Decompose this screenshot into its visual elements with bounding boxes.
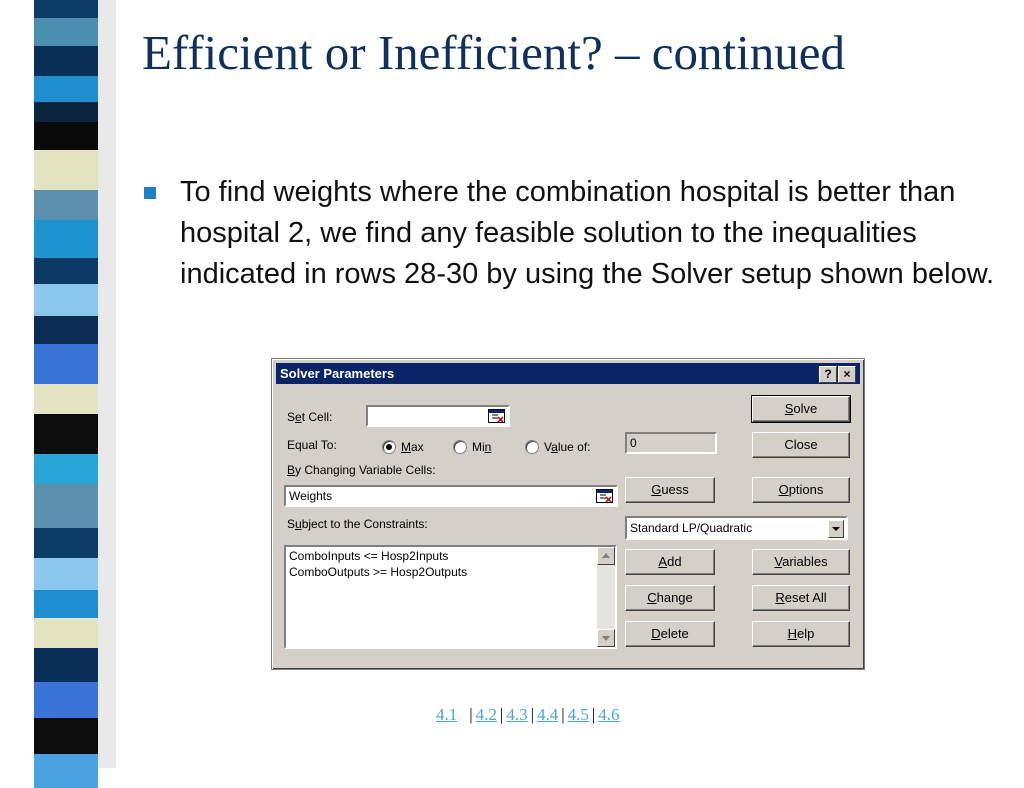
value-of-field[interactable]: [625, 432, 717, 454]
decorative-stripe: [34, 718, 98, 754]
decorative-stripe: [34, 618, 98, 648]
bullet-square-icon: [144, 187, 156, 199]
nav-link-4-5[interactable]: 4.5: [567, 705, 589, 724]
decorative-stripe: [34, 528, 98, 558]
decorative-stripe: [34, 220, 98, 258]
value-of-radio[interactable]: [525, 440, 539, 454]
decorative-stripe: [34, 284, 98, 316]
max-radio[interactable]: [382, 440, 396, 454]
decorative-stripe: [34, 190, 98, 220]
decorative-stripe: [34, 454, 98, 484]
guess-button[interactable]: Guess: [625, 477, 715, 503]
dialog-title: Solver Parameters: [280, 366, 395, 381]
reset-all-button[interactable]: Reset All: [752, 585, 850, 611]
scroll-down-icon[interactable]: [597, 629, 615, 647]
dialog-titlebar: [276, 363, 860, 384]
decorative-stripe: [34, 122, 98, 150]
help-question-icon[interactable]: ?: [819, 366, 837, 383]
decorative-stripe: [34, 344, 98, 384]
value-of-radio-label: Value of:: [544, 440, 591, 454]
nav-separator: |: [469, 705, 473, 724]
constraints-label: Subject to the Constraints:: [287, 517, 428, 531]
constraint-item[interactable]: ComboOutputs >= Hosp2Outputs: [289, 565, 468, 579]
max-radio-label: Max: [401, 440, 424, 454]
decorative-stripe-bar: [34, 0, 98, 768]
decorative-stripe: [34, 384, 98, 414]
decorative-stripe: [34, 258, 98, 284]
value-of-value: 0: [630, 436, 637, 450]
decorative-stripe: [34, 414, 98, 454]
decorative-stripe: [34, 558, 98, 590]
solving-method-value: Standard LP/Quadratic: [630, 521, 753, 535]
decorative-stripe: [34, 18, 98, 46]
decorative-stripe: [34, 648, 98, 682]
slide-title: Efficient or Inefficient? – continued: [142, 25, 845, 80]
equal-to-label: Equal To:: [287, 438, 337, 452]
solve-button[interactable]: Solve: [752, 396, 850, 422]
solving-method-dropdown[interactable]: [625, 516, 848, 540]
variables-button[interactable]: Variables: [752, 549, 850, 575]
set-cell-label: Set Cell:: [287, 410, 333, 424]
min-radio-label: Min: [472, 440, 492, 454]
decorative-stripe: [34, 682, 98, 718]
decorative-stripe: [34, 46, 98, 76]
options-button[interactable]: Options: [752, 477, 850, 503]
close-button[interactable]: Close: [752, 432, 850, 458]
stripe-bar-shadow: [98, 0, 116, 768]
changing-cells-value: Weights: [289, 489, 333, 503]
nav-link-4-3[interactable]: 4.3: [506, 705, 528, 724]
cell-reference-icon[interactable]: [488, 409, 505, 423]
help-button[interactable]: Help: [752, 621, 850, 647]
changing-cells-field[interactable]: [284, 485, 618, 507]
nav-link-4-1[interactable]: 4.1: [436, 705, 458, 724]
set-cell-field[interactable]: [366, 405, 510, 427]
section-nav-links: [436, 705, 620, 725]
decorative-stripe: [34, 754, 98, 788]
decorative-stripe: [34, 150, 98, 190]
cell-reference-icon[interactable]: [596, 489, 613, 503]
add-button[interactable]: Add: [625, 549, 715, 575]
constraints-listbox[interactable]: [284, 545, 617, 649]
nav-separator: |: [530, 705, 534, 724]
nav-link-4-4[interactable]: 4.4: [536, 705, 559, 724]
delete-button[interactable]: Delete: [625, 621, 715, 647]
constraint-item[interactable]: ComboInputs <= Hosp2Inputs: [289, 549, 449, 563]
nav-link-4-2[interactable]: 4.2: [475, 705, 497, 724]
decorative-stripe: [34, 484, 98, 528]
bullet-text: To find weights where the combination hospital is better than hospital 2, we find any feasible solution to the inequalities indicated in rows 28-30 by using the Solver setup shown below.: [180, 176, 995, 290]
decorative-stripe: [34, 0, 98, 18]
dropdown-arrow-icon[interactable]: [828, 520, 844, 538]
nav-separator: |: [591, 705, 596, 724]
changing-cells-label: By Changing Variable Cells:: [287, 463, 436, 477]
nav-separator: |: [561, 705, 565, 724]
change-button[interactable]: Change: [625, 585, 715, 611]
constraints-scrollbar[interactable]: [597, 547, 615, 647]
solver-parameters-dialog: [271, 358, 865, 670]
decorative-stripe: [34, 76, 98, 102]
min-radio[interactable]: [453, 440, 467, 454]
decorative-stripe: [34, 316, 98, 344]
nav-separator: |: [499, 705, 504, 724]
close-icon[interactable]: ×: [838, 366, 856, 383]
decorative-stripe: [34, 590, 98, 618]
scroll-up-icon[interactable]: [597, 547, 615, 565]
decorative-stripe: [34, 102, 98, 122]
nav-link-4-6[interactable]: 4.6: [598, 705, 620, 724]
